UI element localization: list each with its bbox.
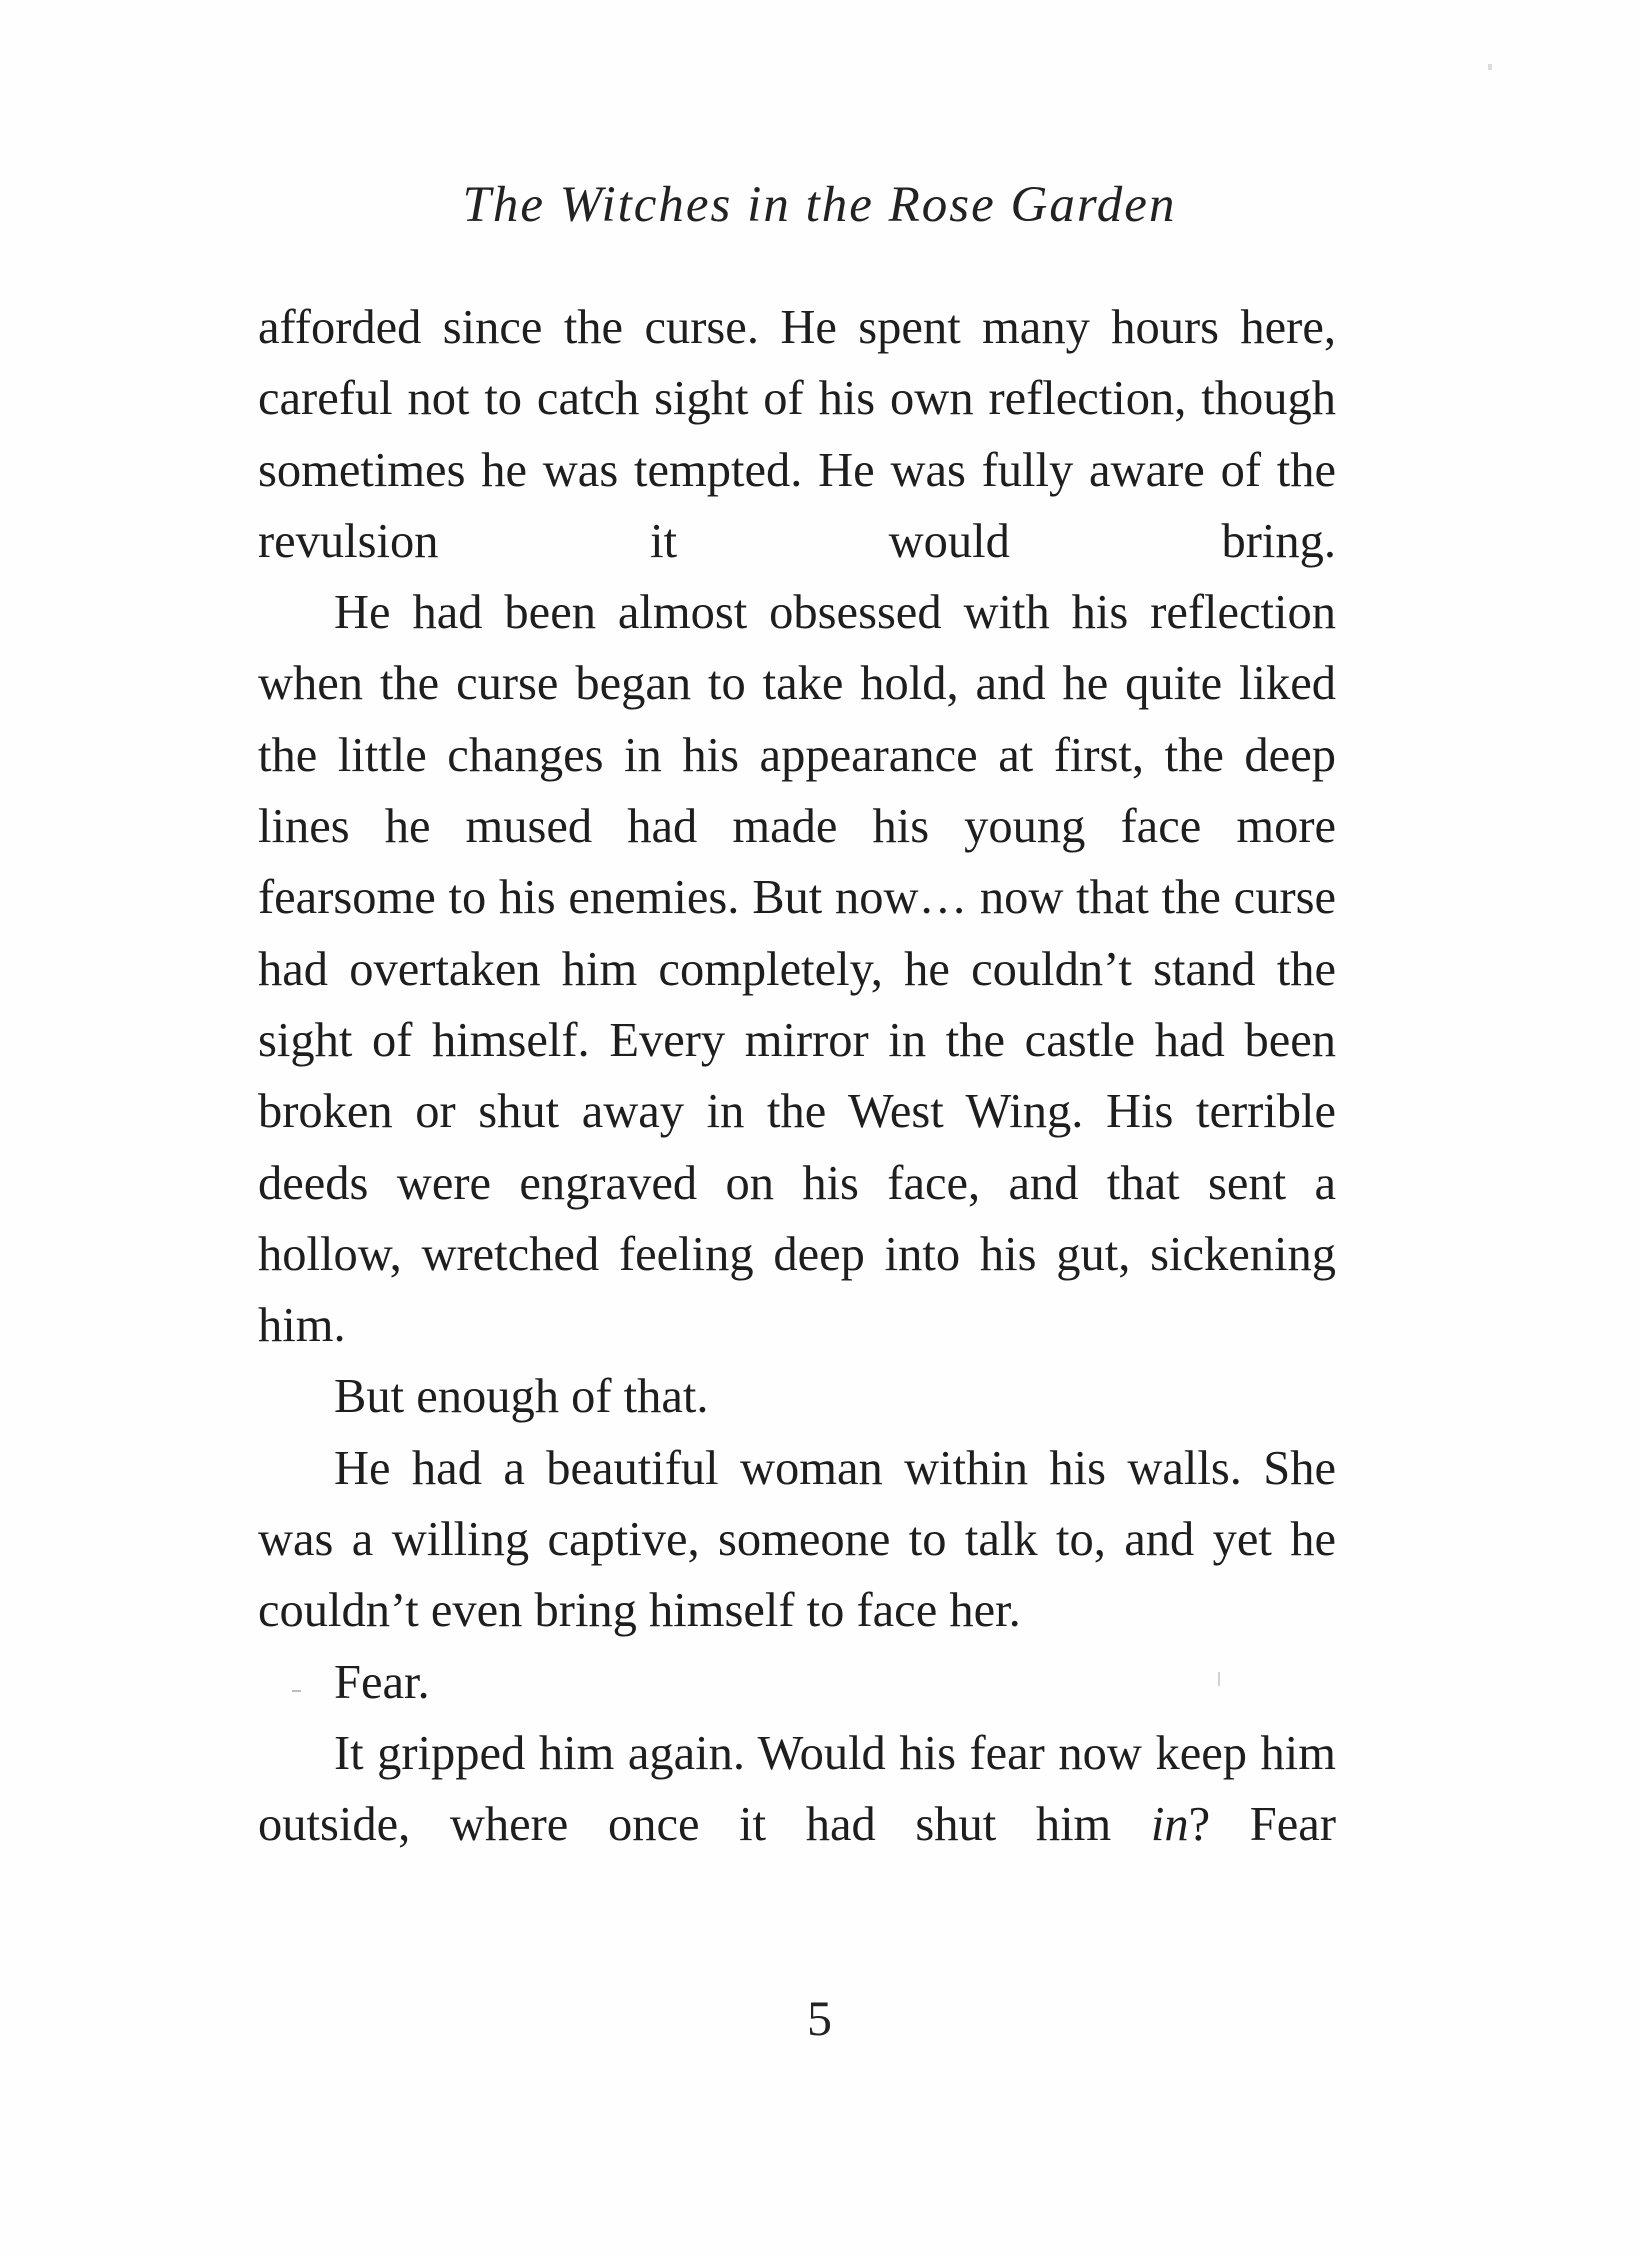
scan-speck bbox=[1218, 1672, 1220, 1686]
paragraph-3: But enough of that. bbox=[334, 1370, 709, 1424]
page-number: 5 bbox=[807, 1990, 832, 2046]
body-text bbox=[258, 292, 1336, 1861]
paragraph-6-emphasis: in bbox=[1150, 1798, 1189, 1852]
paragraph-1: afforded since the curse. He spent many hours here, careful not to catch sight of his own reflection, though sometimes he was tempted. He was fully aware of the revulsion it would bring. bbox=[258, 301, 1336, 568]
paragraph-5: Fear. bbox=[334, 1655, 430, 1709]
paragraph-6-text-after: ? Fear bbox=[1188, 1798, 1336, 1852]
paragraph-6-text-before: It gripped him again. Would his fear now keep him outside, where once it had shut him bbox=[258, 1726, 1336, 1852]
scan-speck bbox=[292, 1690, 301, 1692]
paragraph-2: He had been almost obsessed with his reflection when the curse began to take hold, and he quite liked the little changes in his appearance at first, the deep lines he mused had made his young face more fearsome to his enemies. But now… now that the curse had overtaken him completely, he couldn’t stand the sight of himself. Every mirror in the castle had been broken or shut away in the West Wing. His terrible deeds were engraved on his face, and that sent a hollow, wretched feeling deep into his gut, sickening him. bbox=[258, 586, 1336, 1353]
paragraph-6 bbox=[258, 1718, 1336, 1861]
scan-speck bbox=[1488, 64, 1492, 70]
running-header-title: The Witches in the Rose Garden bbox=[462, 177, 1177, 233]
paragraph-4: He had a beautiful woman within his walls. She was a willing captive, someone to talk to, and yet he couldn’t even bring himself to face her. bbox=[258, 1441, 1336, 1638]
